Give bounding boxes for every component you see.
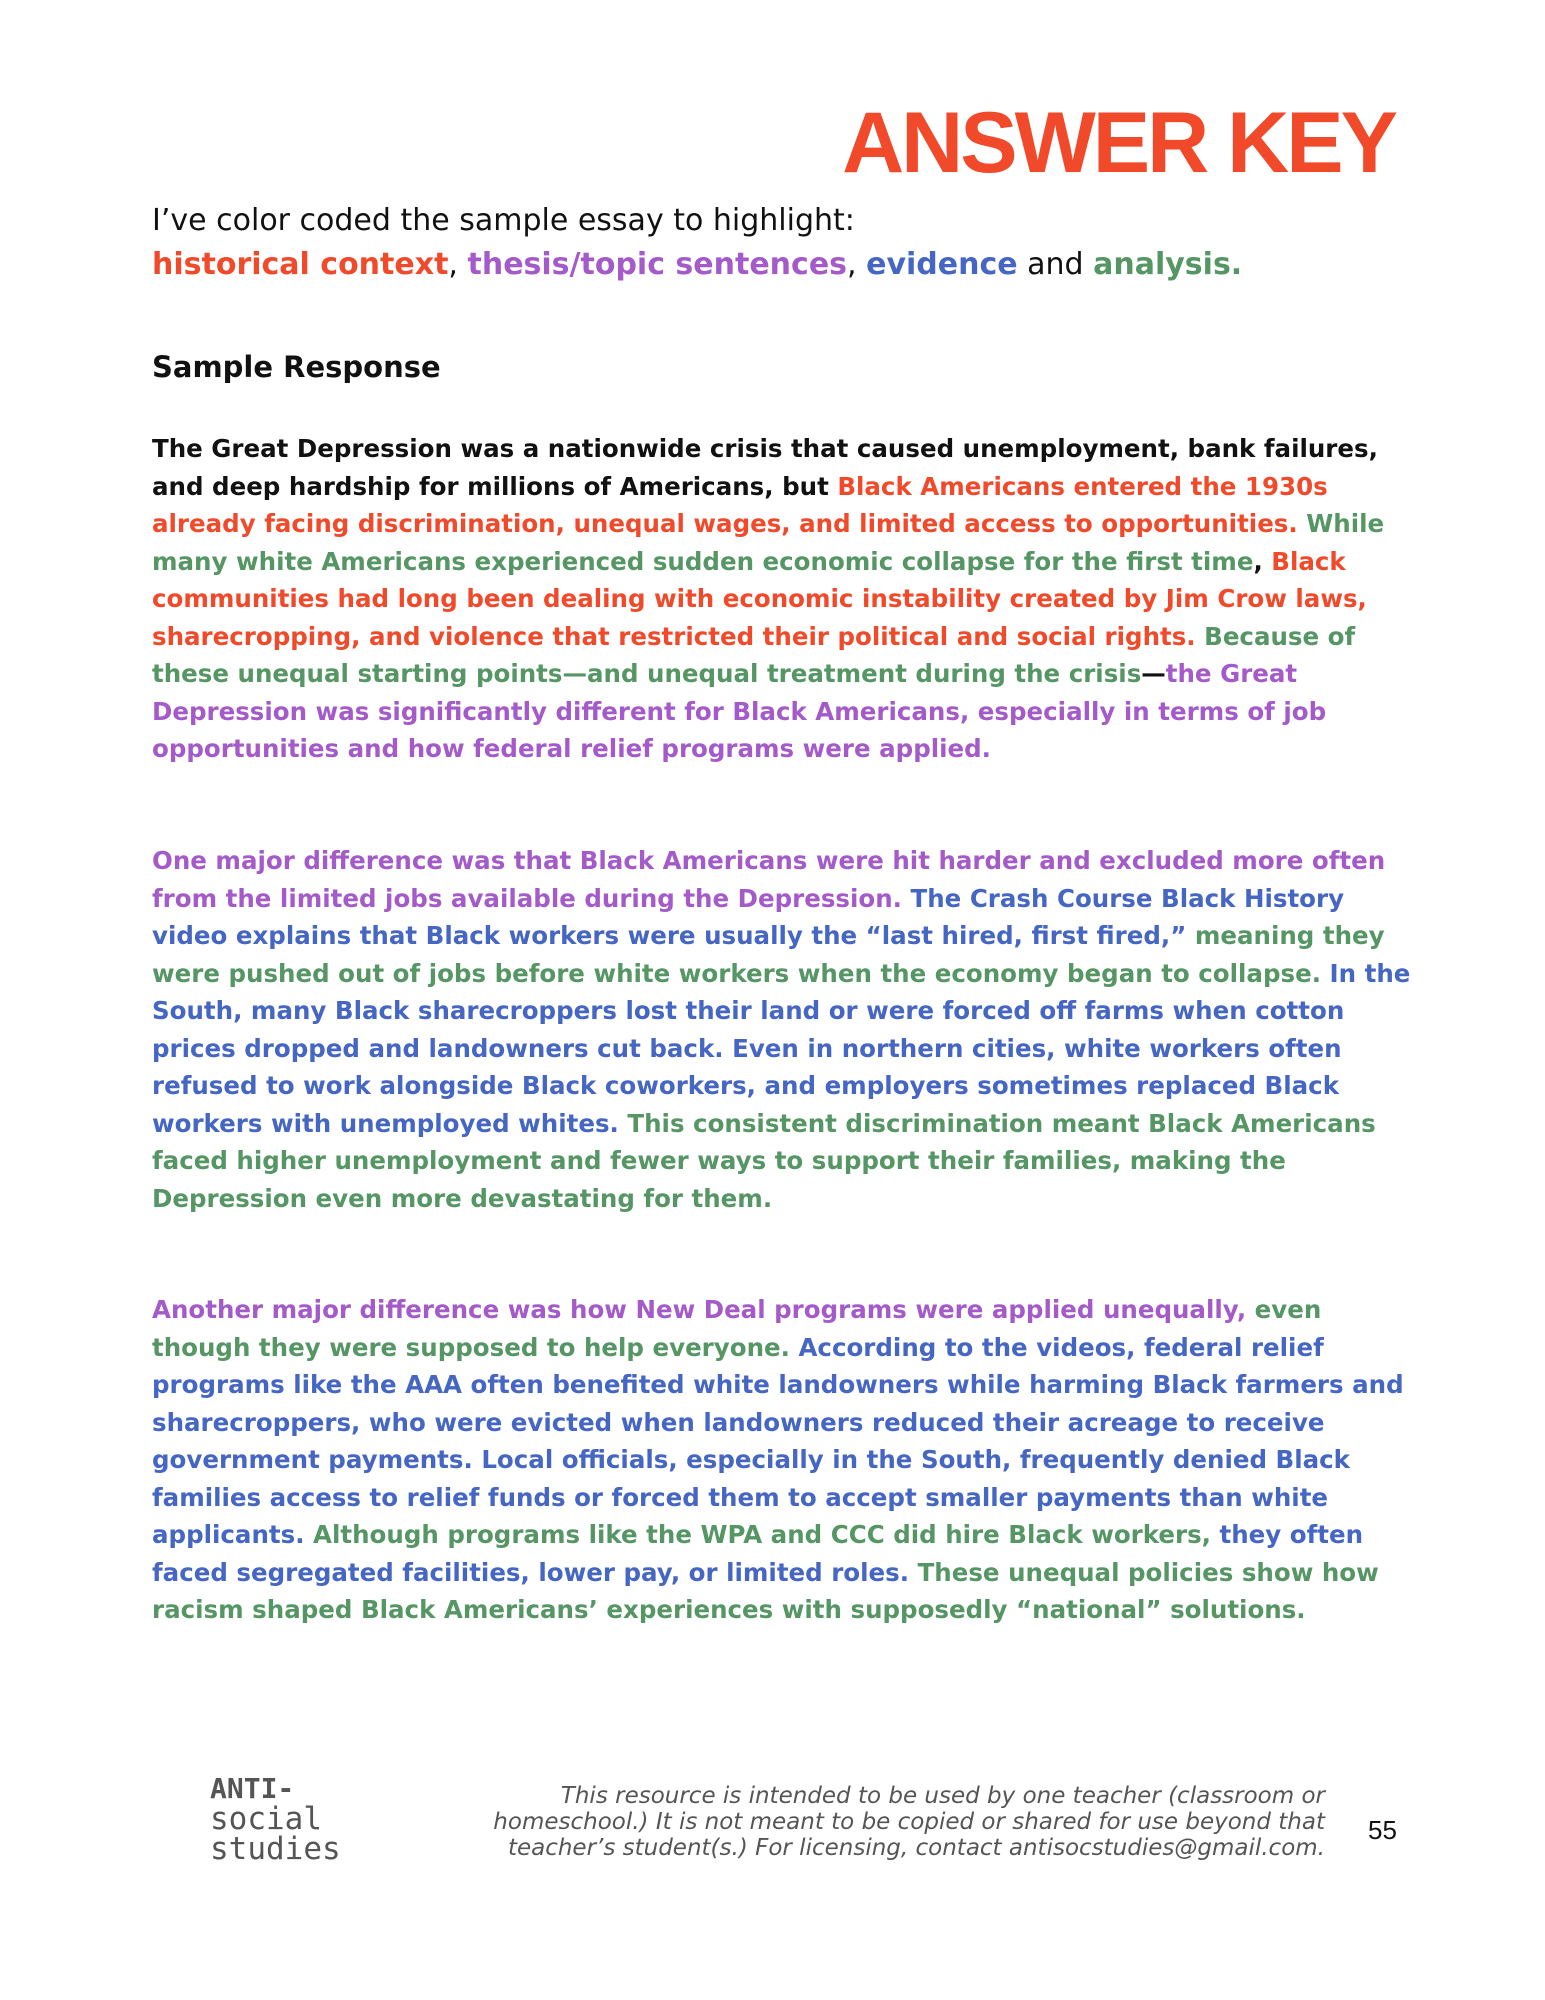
footer-line-1: This resource is intended to be used by one teacher (classroom or [560,1783,1325,1809]
legend-and: and [1017,247,1094,282]
essay-paragraph-3 [152,1291,1422,1629]
legend-historical-context: historical context [152,247,449,282]
segment-evidence: According to the videos, federal relief programs like the AAA often benefited white landowners while harming Black farmers and sharecroppers, who were evicted when landowners reduced their acreage to receive government payments. Local officials, especially in the South, frequently denied Black families access to relief funds or forced them to accept smaller payments than white applicants. [152,1332,1404,1549]
segment-analysis: meaning they were pushed out of jobs before white workers when the economy began to collapse. [152,921,1385,988]
essay-paragraph-1 [152,430,1422,768]
segment-analysis: While many white Americans experienced sudden economic collapse for the first time [152,509,1385,576]
legend-evidence: evidence [866,247,1018,282]
segment-plain: — [1141,659,1166,688]
footer-line-2: homeschool.) It is not meant to be copied or shared for use beyond that [493,1809,1325,1835]
color-legend [152,247,1242,283]
anti-social-studies-logo [210,1772,341,1867]
logo-line-1: ANTI- [210,1772,295,1805]
segment-topic-sentence: One major difference was that Black Americans were hit harder and excluded more often from the limited jobs available during the Depression. [152,846,1386,913]
logo-line-3: studies [210,1831,341,1867]
section-heading: Sample Response [152,350,441,384]
legend-thesis: thesis/topic sentences [467,247,848,282]
essay-paragraph-2 [152,842,1422,1217]
segment-analysis: These unequal policies show how racism shaped Black Americans’ experiences with supposedly “national” solutions. [152,1557,1379,1624]
segment-plain: , [1253,546,1272,576]
legend-analysis: analysis. [1093,247,1243,282]
page-title: ANSWER KEY [842,95,1395,191]
logo-line-2: social [210,1801,322,1837]
segment-evidence: The Crash Course Black History video explains that Black workers were usually the “last hired, first fired,” [152,883,1345,950]
segment-evidence: In the South, many Black sharecroppers lost their land or were forced off farms when cotton prices dropped and landowners cut back. Even in northern cities, white workers often refused to work alongside Black coworkers, and employers sometimes replaced Black workers with unemployed whites. [152,958,1411,1138]
segment-topic-sentence: Another major difference was how New Deal programs were applied unequally, [152,1295,1255,1324]
page-number: 55 [1368,1815,1397,1845]
segment-historical-context: Black Americans entered the 1930s already facing discrimination, unequal wages, and limited access to opportunities. [152,471,1328,538]
legend-separator: , [448,247,468,282]
segment-historical-context: Black communities had long been dealing with economic instability created by Jim Crow laws, sharecropping, and violence that restricted their political and social rights. [152,546,1367,651]
segment-analysis: Although programs like the WPA and CCC did hire Black workers, [313,1520,1220,1549]
segment-evidence: they often faced segregated facilities, lower pay, or limited roles. [152,1520,1364,1587]
footer-line-3: teacher’s student(s.) For licensing, contact antisocstudies@gmail.com. [507,1835,1325,1861]
intro-text: I’ve color coded the sample essay to highlight: [152,203,855,238]
legend-separator: , [847,247,867,282]
segment-thesis: the Great Depression was significantly different for Black Americans, especially in terms of job opportunities and how federal relief programs were applied. [152,659,1327,763]
segment-analysis: Because of these unequal starting points—and unequal treatment during the crisis [152,621,1356,688]
license-footer [425,1783,1325,1861]
segment-plain: The Great Depression was a nationwide crisis that caused unemployment, bank failures, and deep hardship for millions of Americans, but [152,434,1378,501]
segment-analysis: This consistent discrimination meant Black Americans faced higher unemployment and fewer ways to support their families, making the Depression even more devastating for them. [152,1108,1376,1213]
segment-analysis: even though they were supposed to help everyone. [152,1295,1322,1362]
